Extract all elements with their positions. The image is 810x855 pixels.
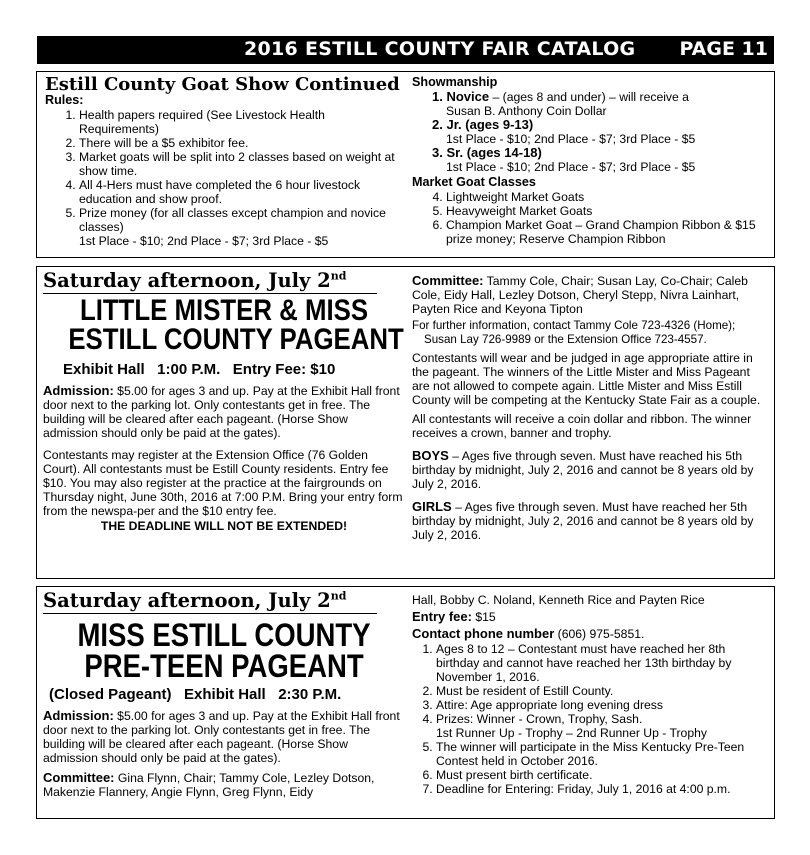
preteen-right-column [412, 593, 767, 796]
little-left-column [43, 269, 405, 533]
preteen-title-1: MISS ESTILL COUNTY [77, 617, 371, 653]
preteen-title-2: PRE-TEEN PAGEANT [84, 648, 364, 684]
page-number: PAGE 11 [679, 38, 768, 60]
goat-title: Estill County Goat Show Continued [45, 74, 400, 95]
market-list [412, 190, 767, 246]
list-item: 3. Sr. (ages 14-18) [432, 145, 542, 160]
list-item: 1. Ages 8 to 12 – Contestant must have reached her 8th birthday and cannot have reached her 13th birthday by November 1, 2016. [436, 642, 767, 684]
showmanship-label: Showmanship [412, 75, 498, 89]
little-date: Saturday afternoon, July 2nd [43, 269, 347, 292]
preteen-left-column [43, 589, 405, 799]
preteen-fee: Entry fee: $15 [412, 609, 496, 624]
little-title-1: LITTLE MISTER & MISS [79, 294, 369, 327]
goat-show-box [36, 71, 775, 258]
list-item: 2. Jr. (ages 9-13) [432, 117, 534, 132]
preteen-rules-list [412, 642, 767, 796]
little-register: Contestants may register at the Extension Office (76 Golden Court). All contestants must be Estill County residents. Entry fee $10. You may also register at the practice at the fairgrounds on Thursday night, June 30th, 2016 at 7:00 P.M. Bring your entry form from the newspa-per and the $10 entry fee. [43, 448, 403, 518]
preteen-box [36, 586, 775, 819]
list-item: 3. Market goats will be split into 2 classes based on weight at show time. [79, 150, 405, 178]
list-item: 4. Lightweight Market Goats [446, 190, 767, 204]
showmanship-list: 1. Novice – (ages 8 and under) – will receive a Susan B. Anthony Coin Dollar 2. Jr. (ages 9-13) 1st Place - $10; 2nd Place - $7; 3rd Place - $5 3. Sr. (ages 14-18) 1st Place - $10; 2nd Place - $7; 3rd Place - $5 [412, 90, 767, 174]
little-attire: Contestants will wear and be judged in age appropriate attire in the pageant. The winners of the Little Mister and Miss Pageant are not allowed to compete again. Little Mister and Miss Estill County will be competing at the Kentucky State Fair as a couple. [412, 351, 761, 407]
list-item: 6. Champion Market Goat – Grand Champion Ribbon & $15 prize money; Reserve Champion Ribbon [446, 218, 767, 246]
little-mister-box [36, 266, 775, 579]
little-admission: Admission: $5.00 for ages 3 and up. Pay at the Exhibit Hall front door next to the parking lot. Only contestants get in free. The building will be cleared after each pageant. (Horse Show admission should only be paid at the gates). [43, 383, 400, 440]
preteen-committee: Committee: Gina Flynn, Chair; Tammy Cole, Lezley Dotson, Makenzie Flannery, Angie Flynn, Greg Flynn, Eidy [43, 770, 375, 799]
list-item: 1. Novice – (ages 8 and under) – will receive a [432, 89, 689, 104]
goat-left-column [45, 74, 405, 248]
goat-prize-line: 1st Place - $10; 2nd Place - $7; 3rd Place - $5 [79, 234, 329, 248]
preteen-date: Saturday afternoon, July 2nd [43, 589, 347, 612]
little-coin: All contestants will receive a coin dollar and ribbon. The winner receives a crown, banner and trophy. [412, 412, 752, 440]
little-girls: GIRLS – Ages five through seven. Must have reached her 5th birthday by midnight, July 2, 2016 and cannot be 8 years old by July 2, 2016. [412, 499, 754, 542]
rules-label: Rules: [45, 93, 84, 107]
little-right-column [412, 274, 767, 542]
list-item: 5. The winner will participate in the Miss Kentucky Pre-Teen Contest held in October 2016. [436, 740, 767, 768]
goat-right-column [412, 75, 767, 246]
list-item: 3. Attire: Age appropriate long evening dress [436, 698, 767, 712]
list-item: 2. Must be resident of Estill County. [436, 684, 767, 698]
page-header [37, 36, 774, 64]
list-item: 5. Heavyweight Market Goats [446, 204, 767, 218]
list-item: 4. All 4-Hers must have completed the 6 hour livestock education and show proof. [79, 178, 405, 206]
goat-rules-list [45, 108, 405, 234]
market-label: Market Goat Classes [412, 175, 536, 189]
little-info: For further information, contact Tammy Cole 723-4326 (Home); Susan Lay 726-9989 or the Extension Office 723-4557. [412, 319, 736, 346]
list-item: 1. Health papers required (See Livestock Health Requirements) [79, 108, 405, 136]
preteen-committee-cont: Hall, Bobby C. Noland, Kenneth Rice and Payten Rice [412, 593, 705, 607]
list-item: 4. Prizes: Winner - Crown, Trophy, Sash. 1st Runner Up - Trophy – 2nd Runner Up - Trophy [436, 712, 767, 740]
little-boys: BOYS – Ages five through seven. Must have reached his 5th birthday by midnight, July 2, 2016 and cannot be 8 years old by July 2, 2016. [412, 448, 754, 491]
little-deadline: THE DEADLINE WILL NOT BE EXTENDED! [100, 519, 348, 533]
list-item: 7. Deadline for Entering: Friday, July 1, 2016 at 4:00 p.m. [436, 782, 767, 796]
little-committee: Committee: Tammy Cole, Chair; Susan Lay, Co-Chair; Caleb Cole, Eidy Hall, Lezley Dotson, Cheryl Stepp, Nivra Lainhart, Payten Rice and Keyona Tipton [412, 273, 748, 316]
little-subtitle: Exhibit Hall 1:00 P.M. Entry Fee: $10 [63, 361, 336, 378]
list-item: 2. There will be a $5 exhibitor fee. [79, 136, 405, 150]
preteen-phone: Contact phone number (606) 975-5851. [412, 626, 645, 641]
list-item: 5. Prize money (for all classes except champion and novice classes) [79, 206, 405, 234]
preteen-admission: Admission: $5.00 for ages 3 and up. Pay at the Exhibit Hall front door next to the parking lot. Only contestants get in free. The building will be cleared after each pageant. (Horse Show admission should only be paid at the gates). [43, 708, 400, 765]
list-item: 6. Must present birth certificate. [436, 768, 767, 782]
preteen-subtitle: (Closed Pageant) Exhibit Hall 2:30 P.M. [49, 686, 342, 703]
little-title-2: ESTILL COUNTY PAGEANT [68, 323, 404, 356]
catalog-title: 2016 ESTILL COUNTY FAIR CATALOG [244, 38, 636, 60]
